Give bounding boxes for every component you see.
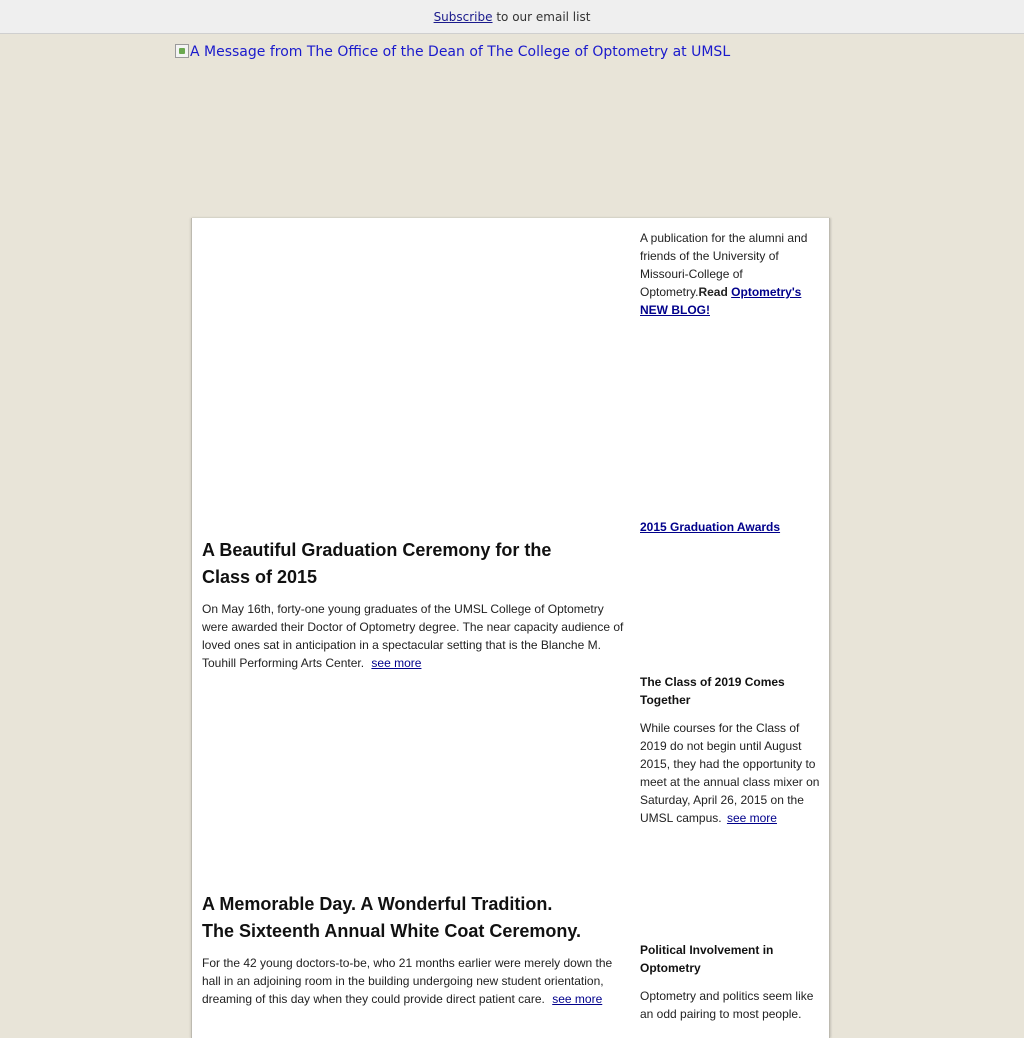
article-text: On May 16th, forty-one young graduates of the UMSL College of Optometry were awarded their Doctor of Optometry degree. The near capacity audience of loved ones sat in anticipation in a spectacular setting that is the Blanche M. Touhill Performing Arts Center. <box>202 602 624 670</box>
sidebar-intro <box>640 229 820 319</box>
intro-text: A publication for the alumni and friends of the University of Missouri-College of Optometry. <box>640 231 808 299</box>
class-2019-text: While courses for the Class of 2019 do not begin until August 2015, they had the opportunity to meet at the annual class mixer on Saturday, April 26, 2015 on the UMSL campus. <box>640 721 820 825</box>
sidebar-political <box>640 941 820 1023</box>
class-2019-title: The Class of 2019 Comes Together <box>640 675 785 707</box>
political-title: Political Involvement in Optometry <box>640 943 774 975</box>
broken-image-icon <box>175 44 189 58</box>
article-title-line1: A Memorable Day. A Wonderful Tradition. <box>202 894 553 914</box>
see-more-link[interactable]: see more <box>371 656 422 670</box>
read-label: Read <box>698 285 728 299</box>
article-title-line2: Class of 2015 <box>202 567 318 587</box>
article-white-coat <box>202 891 632 1008</box>
graduation-awards-link[interactable]: 2015 Graduation Awards <box>640 520 781 534</box>
subscribe-link[interactable]: Subscribe <box>433 10 493 24</box>
article-summary <box>202 600 632 672</box>
article-title <box>202 537 632 591</box>
article-summary <box>202 954 632 1008</box>
article-text: For the 42 young doctors-to-be, who 21 months earlier were merely down the hall in an adjoining room in the building undergoing new student orientation, dreaming of this day when they could provide direct patient care. <box>202 956 613 1006</box>
class-2019-see-more-link[interactable]: see more <box>726 811 777 825</box>
article-title-line2: The Sixteenth Annual White Coat Ceremony. <box>202 921 582 941</box>
banner-alt-text: A Message from The Office of the Dean of The College of Optometry at UMSL <box>190 44 731 60</box>
header-banner-image[interactable] <box>175 44 730 60</box>
subscribe-suffix: to our email list <box>492 10 591 24</box>
article-graduation <box>202 537 632 672</box>
blog-link[interactable]: Optometry's NEW BLOG! <box>640 285 802 317</box>
subscribe-bar <box>0 0 1024 34</box>
newsletter-body <box>191 218 830 1038</box>
article-title-line1: A Beautiful Graduation Ceremony for the <box>202 540 552 560</box>
political-text: Optometry and politics seem like an odd pairing to most people. <box>640 989 814 1021</box>
see-more-link[interactable]: see more <box>552 992 603 1006</box>
sidebar-awards <box>640 518 820 536</box>
sidebar-intro-text <box>640 229 820 319</box>
article-title <box>202 891 632 945</box>
sidebar-class-2019 <box>640 673 820 827</box>
class-2019-summary <box>640 719 820 827</box>
